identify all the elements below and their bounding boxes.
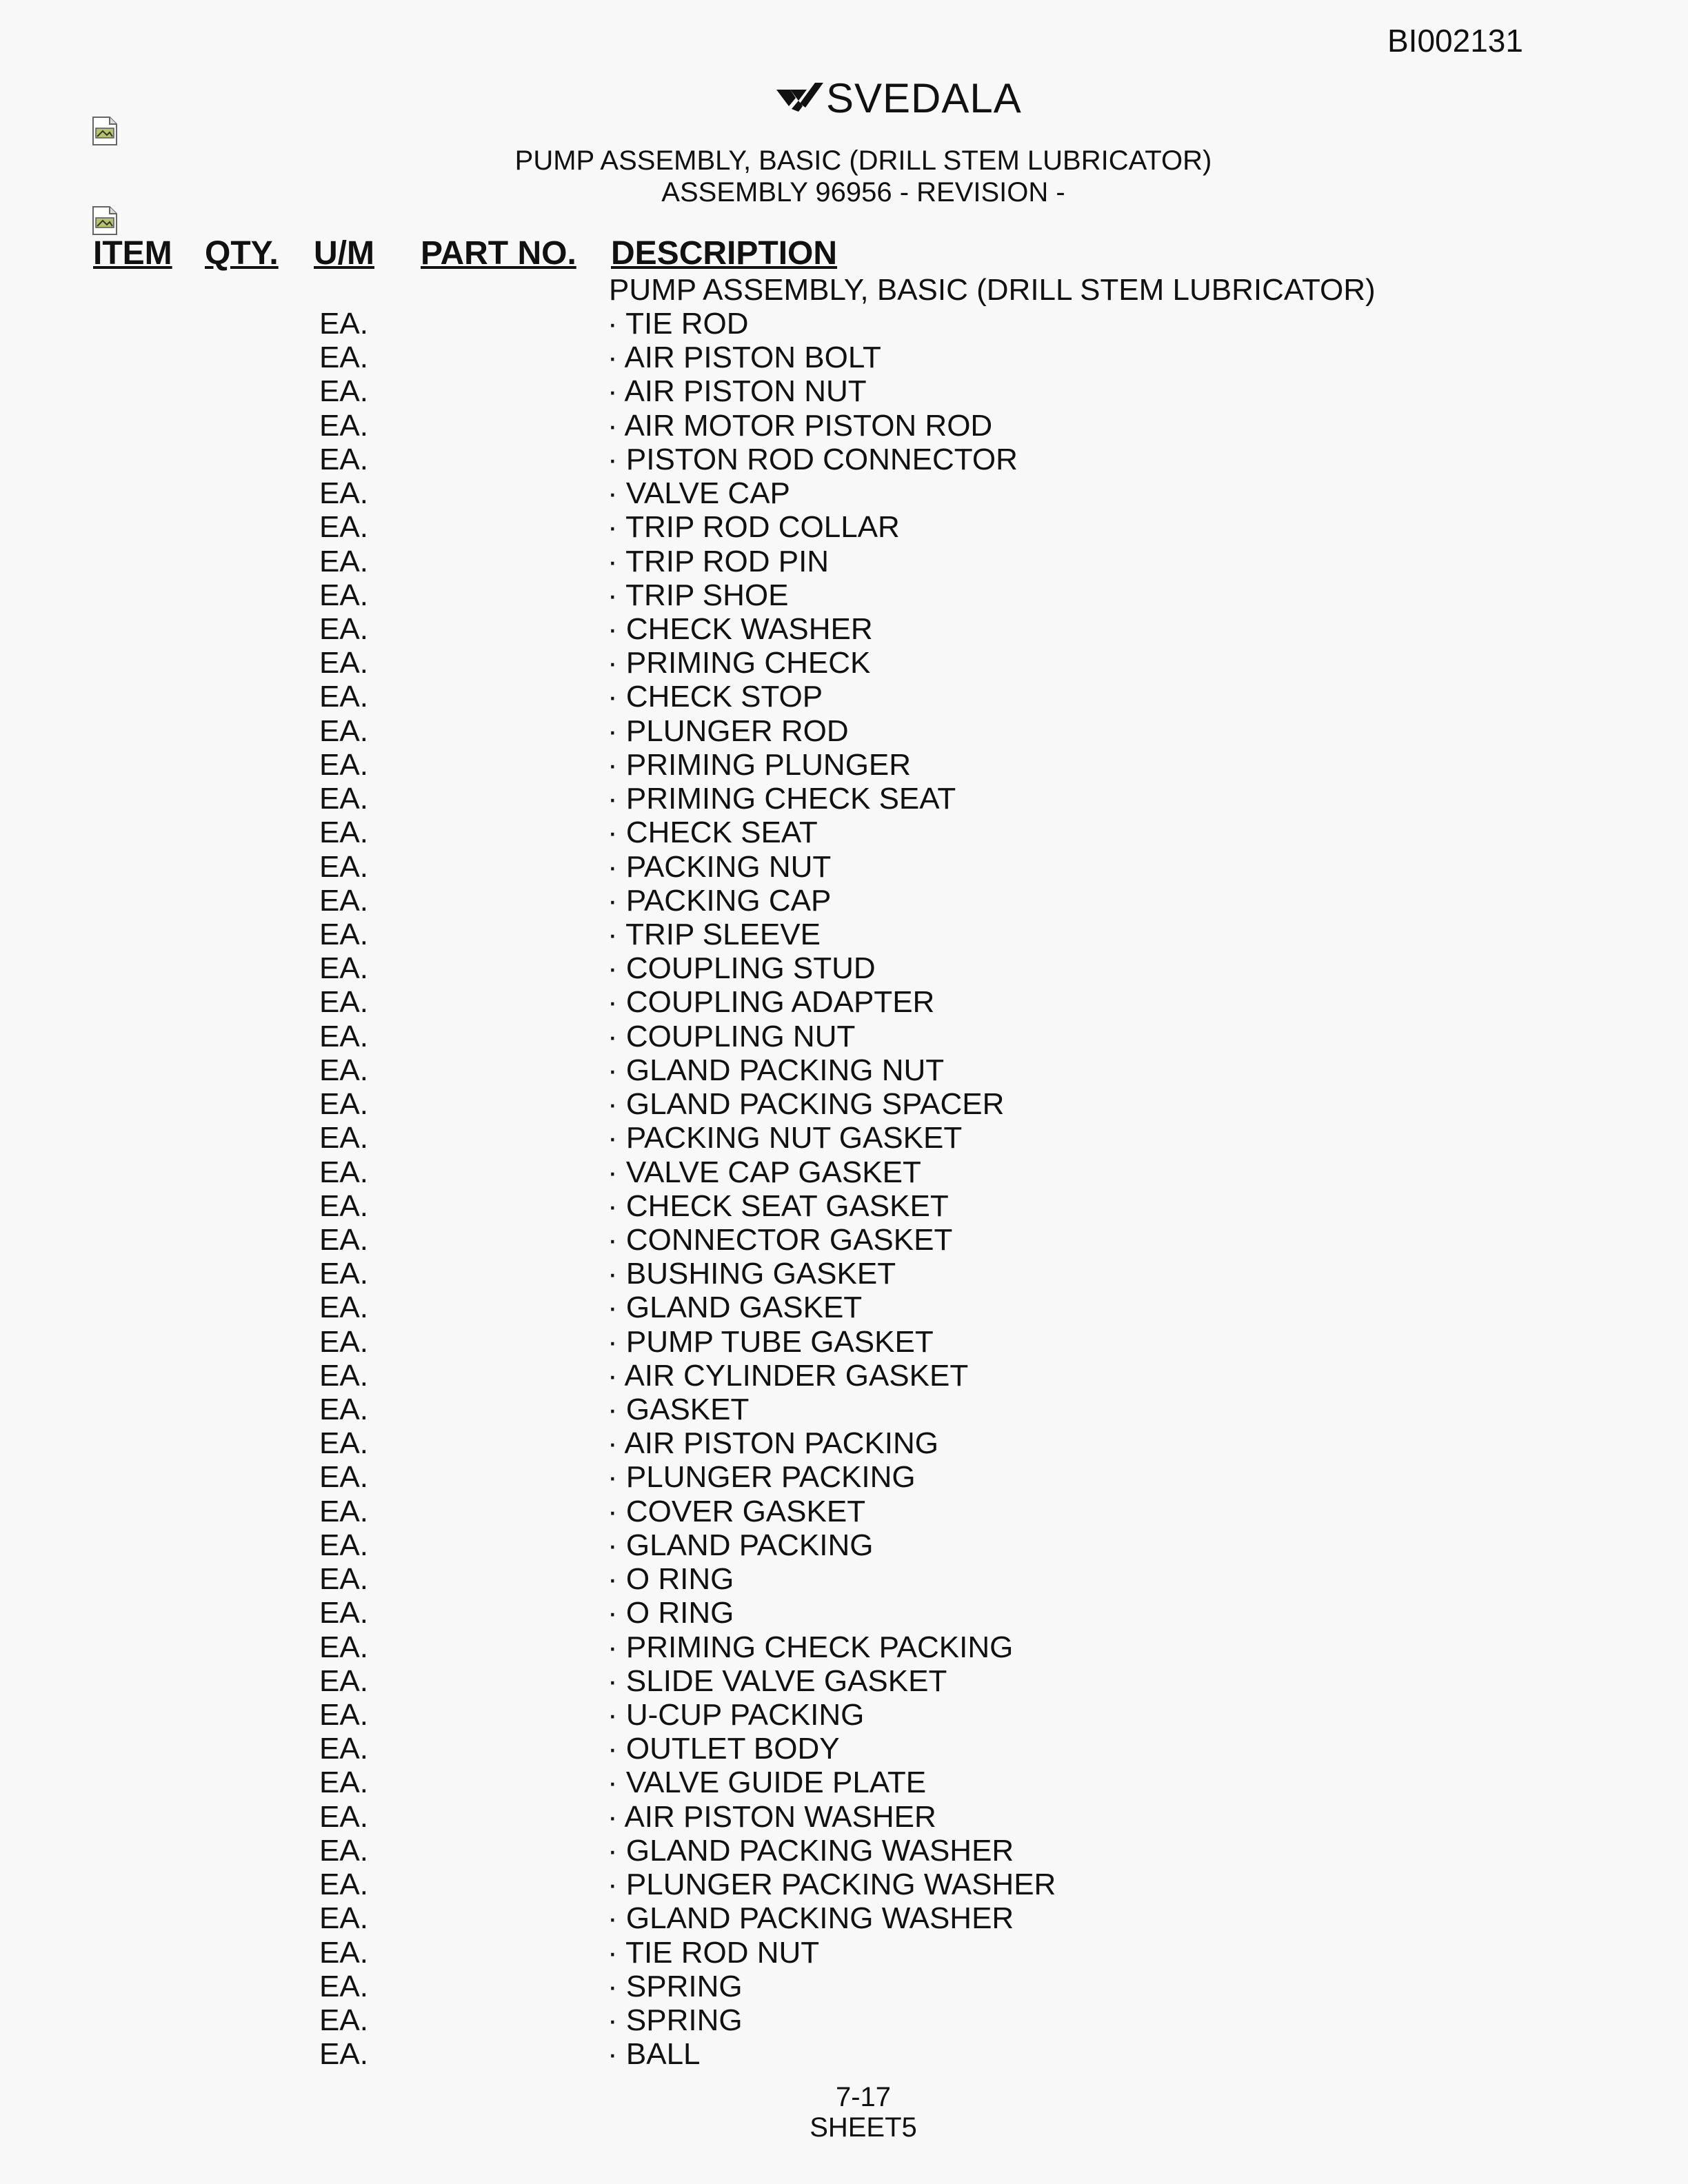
- unit-of-measure: EA.: [319, 714, 368, 748]
- description: · TIE ROD NUT: [607, 1935, 820, 1970]
- document-id: BI002131: [1387, 23, 1523, 59]
- description: · PLUNGER PACKING WASHER: [607, 1868, 1056, 1902]
- description: · CHECK STOP: [607, 680, 823, 714]
- description: · PACKING CAP: [607, 883, 832, 918]
- unit-of-measure: EA.: [319, 1358, 368, 1393]
- description: · CONNECTOR GASKET: [607, 1222, 953, 1257]
- description: · TIE ROD: [607, 307, 749, 341]
- unit-of-measure: EA.: [319, 1935, 368, 1970]
- assembly-description: PUMP ASSEMBLY, BASIC (DRILL STEM LUBRICATOR): [609, 273, 1376, 307]
- unit-of-measure: EA.: [319, 2037, 368, 2072]
- description: · COUPLING STUD: [607, 951, 876, 986]
- unit-of-measure: EA.: [319, 1799, 368, 1834]
- unit-of-measure: EA.: [319, 646, 368, 680]
- description: · TRIP SLEEVE: [607, 917, 821, 951]
- unit-of-measure: EA.: [319, 1664, 368, 1698]
- description: · SPRING: [607, 2003, 743, 2037]
- unit-of-measure: EA.: [319, 1121, 368, 1155]
- description: · PACKING NUT: [607, 849, 832, 884]
- description: · PRIMING CHECK SEAT: [607, 782, 956, 816]
- description: · U-CUP PACKING: [607, 1698, 865, 1732]
- description: · O RING: [607, 1596, 734, 1630]
- description: · GLAND PACKING: [607, 1528, 874, 1562]
- unit-of-measure: EA.: [319, 951, 368, 986]
- unit-of-measure: EA.: [319, 1460, 368, 1495]
- sheet-label: SHEET5: [810, 2112, 917, 2143]
- unit-of-measure: EA.: [319, 1698, 368, 1732]
- unit-of-measure: EA.: [319, 1630, 368, 1664]
- description: · TRIP ROD COLLAR: [607, 510, 900, 545]
- description: · OUTLET BODY: [607, 1732, 840, 1766]
- description: · PLUNGER ROD: [607, 714, 849, 748]
- file-icon-1[interactable]: [92, 116, 118, 146]
- column-header-item: ITEM: [93, 235, 172, 272]
- description: · VALVE GUIDE PLATE: [607, 1766, 927, 1800]
- description: · GLAND PACKING WASHER: [607, 1901, 1014, 1936]
- document-icon: [92, 116, 118, 146]
- description: · GLAND PACKING WASHER: [607, 1833, 1014, 1868]
- description: · COVER GASKET: [607, 1494, 866, 1528]
- title-block: [0, 145, 1688, 208]
- description: · AIR PISTON NUT: [607, 374, 867, 409]
- unit-of-measure: EA.: [319, 985, 368, 1020]
- unit-of-measure: EA.: [319, 1494, 368, 1528]
- description: · CHECK WASHER: [607, 611, 873, 646]
- unit-of-measure: EA.: [319, 2003, 368, 2037]
- description: · TRIP SHOE: [607, 578, 789, 612]
- unit-of-measure: EA.: [319, 408, 368, 443]
- description: · VALVE CAP GASKET: [607, 1155, 921, 1189]
- description: · COUPLING ADAPTER: [607, 985, 935, 1020]
- unit-of-measure: EA.: [319, 1019, 368, 1053]
- svedala-logo: [775, 76, 1022, 120]
- description: · AIR PISTON PACKING: [607, 1426, 939, 1461]
- unit-of-measure: EA.: [319, 1901, 368, 1936]
- description: · AIR PISTON BOLT: [607, 341, 881, 375]
- unit-of-measure: EA.: [319, 747, 368, 782]
- unit-of-measure: EA.: [319, 1528, 368, 1562]
- unit-of-measure: EA.: [319, 849, 368, 884]
- description: · O RING: [607, 1562, 734, 1597]
- description: · SPRING: [607, 1969, 743, 2003]
- unit-of-measure: EA.: [319, 1732, 368, 1766]
- description: · AIR PISTON WASHER: [607, 1799, 936, 1834]
- unit-of-measure: EA.: [319, 307, 368, 341]
- unit-of-measure: EA.: [319, 1257, 368, 1291]
- unit-of-measure: EA.: [319, 374, 368, 409]
- unit-of-measure: EA.: [319, 544, 368, 578]
- unit-of-measure: EA.: [319, 1324, 368, 1359]
- unit-of-measure: EA.: [319, 1426, 368, 1461]
- column-header-description: DESCRIPTION: [611, 235, 838, 272]
- unit-of-measure: EA.: [319, 1222, 368, 1257]
- description: · COUPLING NUT: [607, 1019, 856, 1053]
- description: · GLAND PACKING NUT: [607, 1053, 945, 1087]
- description: · AIR MOTOR PISTON ROD: [607, 408, 993, 443]
- description: · GASKET: [607, 1393, 750, 1427]
- unit-of-measure: EA.: [319, 1868, 368, 1902]
- description: · PRIMING CHECK PACKING: [607, 1630, 1014, 1664]
- unit-of-measure: EA.: [319, 1087, 368, 1122]
- description: · PRIMING PLUNGER: [607, 747, 912, 782]
- unit-of-measure: EA.: [319, 341, 368, 375]
- description: · BALL: [607, 2037, 701, 2072]
- column-header-qty: QTY.: [205, 235, 279, 272]
- unit-of-measure: EA.: [319, 1833, 368, 1868]
- unit-of-measure: EA.: [319, 680, 368, 714]
- unit-of-measure: EA.: [319, 1393, 368, 1427]
- description: · GLAND PACKING SPACER: [607, 1087, 1005, 1122]
- description: · VALVE CAP: [607, 476, 790, 511]
- unit-of-measure: EA.: [319, 1596, 368, 1630]
- unit-of-measure: EA.: [319, 1155, 368, 1189]
- unit-of-measure: EA.: [319, 476, 368, 511]
- unit-of-measure: EA.: [319, 1189, 368, 1223]
- file-icon-2[interactable]: [92, 205, 118, 236]
- description: · BUSHING GASKET: [607, 1257, 896, 1291]
- unit-of-measure: EA.: [319, 816, 368, 850]
- description: · CHECK SEAT: [607, 816, 818, 850]
- unit-of-measure: EA.: [319, 1562, 368, 1597]
- document-subtitle: ASSEMBLY 96956 - REVISION -: [661, 177, 1065, 208]
- unit-of-measure: EA.: [319, 1969, 368, 2003]
- unit-of-measure: EA.: [319, 611, 368, 646]
- description: · AIR CYLINDER GASKET: [607, 1358, 969, 1393]
- svedala-logo-mark-icon: [775, 79, 825, 117]
- unit-of-measure: EA.: [319, 883, 368, 918]
- description: · PRIMING CHECK: [607, 646, 871, 680]
- description: · PACKING NUT GASKET: [607, 1121, 963, 1155]
- unit-of-measure: EA.: [319, 917, 368, 951]
- document-title: PUMP ASSEMBLY, BASIC (DRILL STEM LUBRICATOR): [514, 145, 1212, 176]
- page-number: 7-17: [835, 2082, 892, 2112]
- unit-of-measure: EA.: [319, 578, 368, 612]
- column-header-part-no: PART NO.: [421, 235, 576, 272]
- column-header-um: U/M: [314, 235, 374, 272]
- unit-of-measure: EA.: [319, 510, 368, 545]
- description: · PLUNGER PACKING: [607, 1460, 916, 1495]
- description: · SLIDE VALVE GASKET: [607, 1664, 947, 1698]
- description: · PUMP TUBE GASKET: [607, 1324, 934, 1359]
- description: · CHECK SEAT GASKET: [607, 1189, 949, 1223]
- unit-of-measure: EA.: [319, 782, 368, 816]
- unit-of-measure: EA.: [319, 1053, 368, 1087]
- unit-of-measure: EA.: [319, 442, 368, 476]
- description: · PISTON ROD CONNECTOR: [607, 442, 1018, 476]
- unit-of-measure: EA.: [319, 1766, 368, 1800]
- description: · GLAND GASKET: [607, 1291, 863, 1325]
- description: · TRIP ROD PIN: [607, 544, 830, 578]
- logo-text: SVEDALA: [826, 74, 1022, 121]
- unit-of-measure: EA.: [319, 1291, 368, 1325]
- document-icon: [92, 205, 118, 236]
